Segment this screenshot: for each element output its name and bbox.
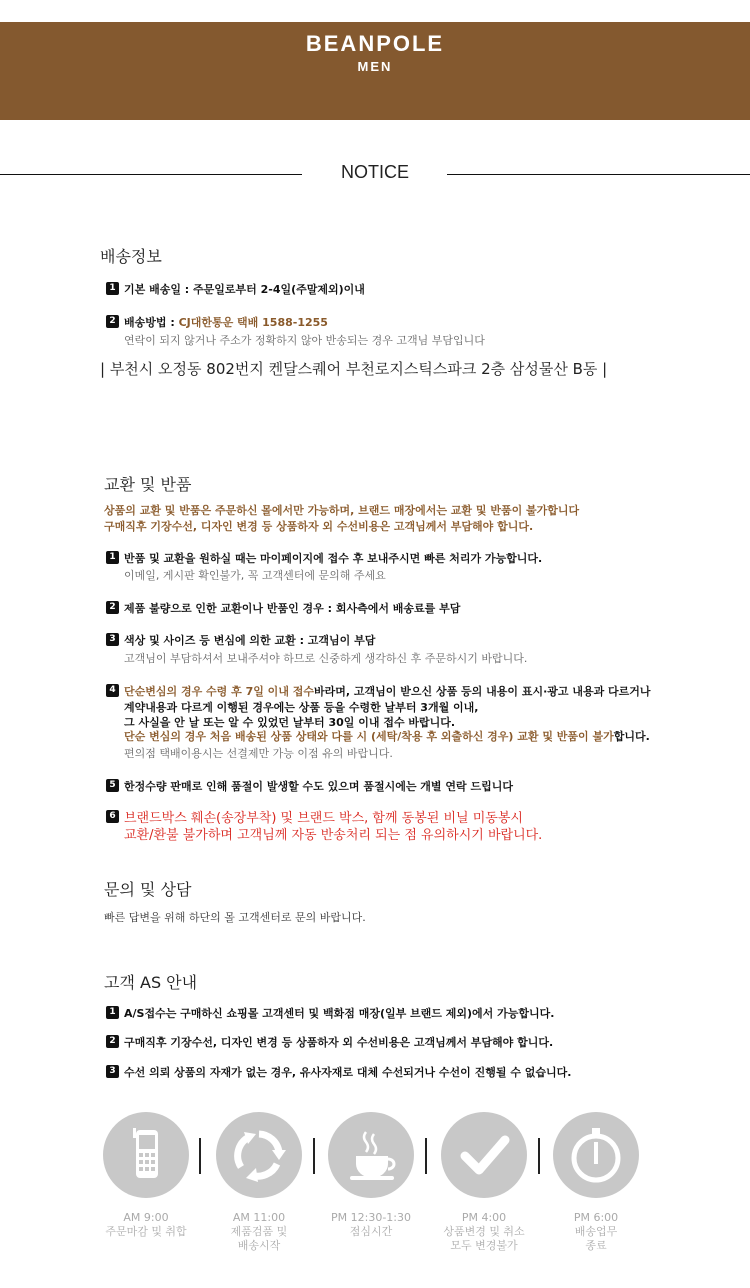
number-badge-6: 6 xyxy=(106,810,119,823)
schedule-label: 주문마감 및 취합 xyxy=(105,1225,187,1238)
exchange-item-1: 반품 및 교환을 원하실 때는 마이페이지에 접수 후 보내주시면 빠른 처리가 가능합니다. xyxy=(124,552,543,565)
exchange-item-4-end: 합니다. xyxy=(613,730,650,743)
shipping-title: 배송정보 xyxy=(100,247,162,266)
recycle-icon xyxy=(216,1112,302,1198)
exchange-item-4-line-4 xyxy=(124,728,650,744)
schedule-caption-2 xyxy=(204,1211,314,1253)
inquiry-title: 문의 및 상담 xyxy=(104,880,192,899)
schedule-time: PM 6:00 xyxy=(573,1211,619,1224)
schedule-time: PM 12:30-1:30 xyxy=(331,1211,411,1224)
brand-sub: MEN xyxy=(357,59,393,74)
coffee-icon xyxy=(328,1112,414,1198)
as-item-3: 수선 의뢰 상품의 자재가 없는 경우, 유사자재로 대체 수선되거나 수선이 진행될 수 없습니다. xyxy=(124,1066,572,1079)
stopwatch-icon xyxy=(553,1112,639,1198)
exchange-item-6-line-2: 교환/환불 불가하며 고객님께 자동 반송처리 되는 점 유의하시기 바랍니다. xyxy=(124,828,543,843)
check-icon xyxy=(441,1112,527,1198)
number-badge-1: 1 xyxy=(106,1006,119,1019)
notice-title: NOTICE xyxy=(340,162,409,182)
schedule-caption-3 xyxy=(316,1211,426,1239)
schedule-caption-4 xyxy=(429,1211,539,1253)
schedule-label-2: 종료 xyxy=(585,1239,607,1252)
shipping-method-label: 배송방법 : xyxy=(124,316,179,329)
exchange-item-2: 제품 불량으로 인한 교환이나 반품인 경우 : 회사측에서 배송료를 부담 xyxy=(124,602,461,615)
schedule-caption-5 xyxy=(541,1211,651,1253)
exchange-intro-2: 구매직후 기장수선, 디자인 변경 등 상품하자 외 수선비용은 고객님께서 부담해야 합니다. xyxy=(104,520,534,533)
schedule-label: 배송업무 xyxy=(574,1225,618,1238)
number-badge-2: 2 xyxy=(106,315,119,328)
exchange-item-4-line-1 xyxy=(124,683,651,699)
schedule-caption-1 xyxy=(91,1211,201,1239)
schedule-time: AM 9:00 xyxy=(123,1211,169,1224)
shipping-item-1: 기본 배송일 : 주문일로부터 2-4일(주말제외)이내 xyxy=(124,283,365,296)
number-badge-3: 3 xyxy=(106,1065,119,1078)
schedule-label: 점심시간 xyxy=(349,1225,393,1238)
inquiry-text: 빠른 답변을 위해 하단의 몰 고객센터로 문의 바랍니다. xyxy=(104,911,366,924)
schedule-time: AM 11:00 xyxy=(232,1211,286,1224)
number-badge-2: 2 xyxy=(106,1035,119,1048)
schedule-separator xyxy=(538,1138,540,1174)
shipping-item-2 xyxy=(124,314,328,330)
schedule-label-2: 배송시작 xyxy=(237,1239,281,1252)
exchange-item-4-line-3: 그 사실을 안 날 또는 알 수 있었던 날부터 30일 이내 접수 바랍니다. xyxy=(124,716,456,729)
exchange-item-4-note: 편의점 택배이용시는 선결제만 가능 이점 유의 바랍니다. xyxy=(124,747,393,760)
exchange-title: 교환 및 반품 xyxy=(104,475,192,494)
exchange-item-3: 색상 및 사이즈 등 변심에 의한 교환 : 고객님이 부담 xyxy=(124,634,376,647)
as-item-2: 구매직후 기장수선, 디자인 변경 등 상품하자 외 수선비용은 고객님께서 부담해야 합니다. xyxy=(124,1036,554,1049)
shipping-courier: CJ대한통운 택배 1588-1255 xyxy=(178,316,328,329)
schedule-separator xyxy=(313,1138,315,1174)
schedule-label: 제품검품 및 xyxy=(230,1225,288,1238)
exchange-item-1-note: 이메일, 게시판 확인불가, 꼭 고객센터에 문의해 주세요 xyxy=(124,569,386,582)
shipping-item-2-note: 연락이 되지 않거나 주소가 정확하지 않아 반송되는 경우 고객님 부담입니다 xyxy=(124,334,485,347)
number-badge-1: 1 xyxy=(106,551,119,564)
schedule-separator xyxy=(199,1138,201,1174)
schedule-time: PM 4:00 xyxy=(461,1211,507,1224)
brand-logo: BEANPOLE xyxy=(305,31,445,56)
number-badge-2: 2 xyxy=(106,601,119,614)
number-badge-3: 3 xyxy=(106,633,119,646)
exchange-item-4-text: 바라며, 고객님이 받으신 상품 등의 내용이 표시·광고 내용과 다르거나 xyxy=(314,685,651,698)
schedule-label-2: 모두 변경불가 xyxy=(450,1239,518,1252)
phone-icon xyxy=(103,1112,189,1198)
exchange-item-5: 한정수량 판매로 인해 품절이 발생할 수도 있으며 품절시에는 개별 연락 드립니다 xyxy=(124,780,513,793)
number-badge-5: 5 xyxy=(106,779,119,792)
schedule-separator xyxy=(425,1138,427,1174)
exchange-item-4-highlight: 단순변심의 경우 수령 후 7일 이내 접수 xyxy=(124,685,315,698)
schedule-label: 상품변경 및 취소 xyxy=(443,1225,525,1238)
exchange-item-4-warning: 단순 변심의 경우 처음 배송된 상품 상태와 다를 시 (세탁/착용 후 외출하신 경우) 교환 및 반품이 불가 xyxy=(124,730,614,743)
exchange-item-3-note: 고객님이 부담하셔서 보내주셔야 하므로 신중하게 생각하신 후 주문하시기 바랍니다. xyxy=(124,652,528,665)
exchange-item-6-line-1: 브랜드박스 훼손(송장부착) 및 브랜드 박스, 함께 동봉된 비닐 미동봉시 xyxy=(124,811,523,826)
exchange-intro-1: 상품의 교환 및 반품은 주문하신 몰에서만 가능하며, 브랜드 매장에서는 교환 및 반품이 불가합니다 xyxy=(104,504,580,517)
as-item-1: A/S접수는 구매하신 쇼핑몰 고객센터 및 백화점 매장(일부 브랜드 제외)에서 가능합니다. xyxy=(124,1007,555,1020)
exchange-item-4-line-2: 계약내용과 다르게 이행된 경우에는 상품 등을 수령한 날부터 3개월 이내, xyxy=(124,701,479,714)
number-badge-4: 4 xyxy=(106,684,119,697)
as-title: 고객 AS 안내 xyxy=(104,973,198,992)
return-address: | 부천시 오정동 802번지 켄달스퀘어 부천로지스틱스파크 2층 삼성물산 B동 | xyxy=(100,360,608,378)
number-badge-1: 1 xyxy=(106,282,119,295)
